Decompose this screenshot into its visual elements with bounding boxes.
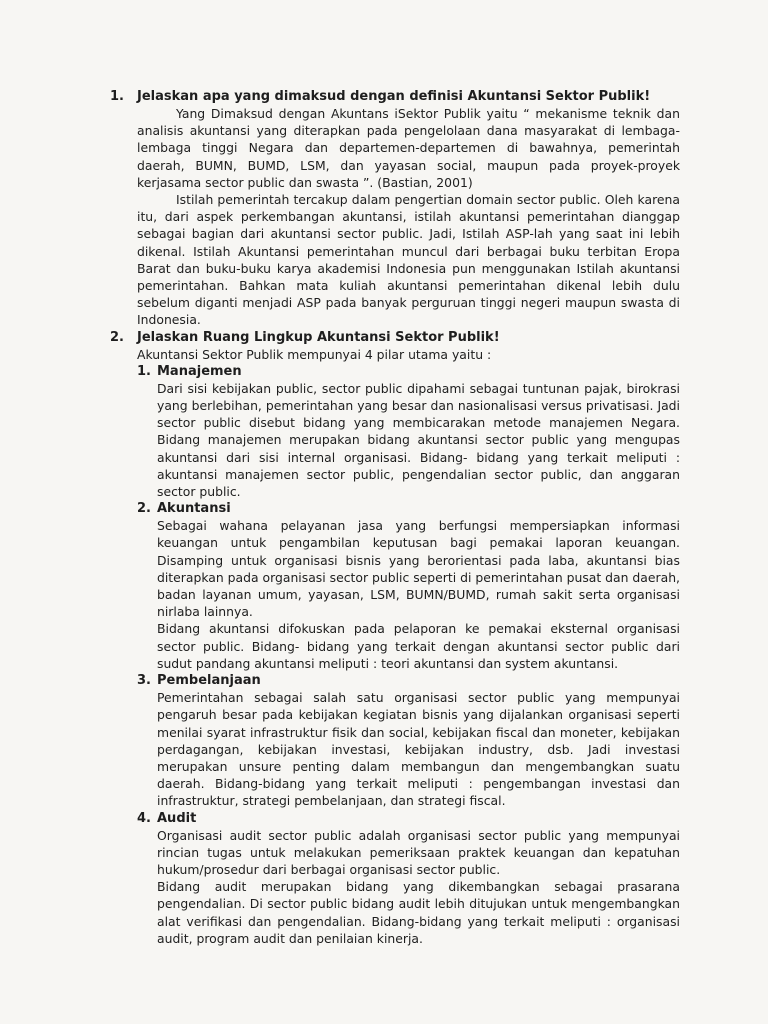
pillar-1-heading bbox=[137, 363, 680, 380]
pillar-2-number: 2. bbox=[137, 501, 151, 517]
question-2-title: Jelaskan Ruang Lingkup Akuntansi Sektor Publik! bbox=[137, 329, 500, 345]
pillar-1-title: Manajemen bbox=[157, 363, 242, 379]
pillar-1-paragraph-1: Dari sisi kebijakan public, sector public dipahami sebagai tuntunan pajak, birokrasi yang berlebihan, pemerintahan yang besar dan nasionalisasi versus privatisasi. Jadi sector public disebut bidang yang membicarakan metode manajemen Negara. Bidang manajemen merupakan bidang akuntansi sector public yang mengupas akuntansi dari sisi internal organisasi. Bidang- bidang yang terkait meliputi : akuntansi manajemen sector public, pengendalian sector public, dan anggaran sector public. bbox=[157, 380, 680, 500]
question-1-paragraph-2: Istilah pemerintah tercakup dalam pengertian domain sector public. Oleh karena itu, dari aspek perkembangan akuntansi, istilah akuntansi pemerintahan dianggap sebagai bagian dari akuntansi sector public. Jadi, Istilah ASP-lah yang saat ini lebih dikenal. Istilah Akuntansi pemerintahan muncul dari berbagai buku terbitan Eropa Barat dan buku-buku karya akademisi Indonesia pun menggunakan Istilah akuntansi pemerintahan. Bahkan mata kuliah akuntansi pemerintahan dikenal lebih dulu sebelum diganti menjadi ASP pada banyak perguruan tinggi negeri maupun swasta di Indonesia. bbox=[137, 192, 680, 328]
pillar-4-paragraph-1: Organisasi audit sector public adalah organisasi sector public yang mempunyai rincian tugas untuk melakukan pemeriksaan praktek keuangan dan kepatuhan hukum/prosedur dari berbagai organisasi sector public. bbox=[157, 827, 680, 877]
question-2-intro: Akuntansi Sektor Publik mempunyai 4 pilar utama yaitu : bbox=[137, 346, 492, 362]
question-2-number: 2. bbox=[110, 329, 124, 345]
question-1-title: Jelaskan apa yang dimaksud dengan definisi Akuntansi Sektor Publik! bbox=[137, 89, 651, 104]
question-1-number: 1. bbox=[110, 89, 124, 104]
question-1-heading bbox=[110, 88, 680, 105]
pillar-4-title: Audit bbox=[157, 810, 197, 826]
pillar-2-title: Akuntansi bbox=[157, 501, 231, 517]
pillar-4-heading bbox=[137, 810, 680, 827]
pillar-1-number: 1. bbox=[137, 363, 151, 379]
pillar-3-heading bbox=[137, 672, 680, 689]
question-1-paragraph-1: Yang Dimaksud dengan Akuntans iSektor Publik yaitu “ mekanisme teknik dan analisis akuntansi yang diterapkan pada pengelolaan dana masyarakat di lembaga-lembaga tinggi Negara dan departemen-departemen di bawahnya, pemerintah daerah, BUMN, BUMD, LSM, dan yayasan social, maupun pada proyek-proyek kerjasama sector public dan swasta ”. (Bastian, 2001) bbox=[137, 106, 680, 190]
pillar-2-heading bbox=[137, 500, 680, 517]
question-2-heading bbox=[110, 329, 680, 346]
pillar-3-title: Pembelanjaan bbox=[157, 673, 261, 689]
pillar-2-paragraph-2: Bidang akuntansi difokuskan pada pelaporan ke pemakai eksternal organisasi sector public. Bidang- bidang yang terkait dengan akuntansi sector public dari sudut pandang akuntansi meliputi : teori akuntansi dan system akuntansi. bbox=[157, 621, 680, 671]
pillar-3-number: 3. bbox=[137, 673, 151, 689]
pillar-3-paragraph-1: Pemerintahan sebagai salah satu organisasi sector public yang mempunyai pengaruh besar pada kebijakan kegiatan bisnis yang dijalankan organisasi seperti menilai syarat infrastruktur fisik dan social, kebijakan fiscal dan moneter, kebijakan perdagangan, kebijakan investasi, kebijakan industry, dsb. Jadi investasi merupakan unsure penting dalam membangun dan mengembangkan suatu daerah. Bidang-bidang yang terkait meliputi : pengembangan investasi dan infrastruktur, strategi pembelanjaan, dan strategi fiscal. bbox=[157, 690, 680, 809]
pillar-4-paragraph-2: Bidang audit merupakan bidang yang dikembangkan sebagai prasarana pengendalian. Di sector public bidang audit lebih ditujukan untuk mengembangkan alat verifikasi dan pengendalian. Bidang-bidang yang terkait meliputi : organisasi audit, program audit dan penilaian kinerja. bbox=[157, 879, 680, 946]
pillar-2-paragraph-1: Sebagai wahana pelayanan jasa yang berfungsi mempersiapkan informasi keuangan untuk pengambilan keputusan bagi pemakai laporan keuangan. Disamping untuk organisasi bisnis yang berorientasi pada laba, akuntansi bias diterapkan pada organisasi sector public seperti di pemerintahan pusat dan daerah, badan layanan umum, yayasan, LSM, BUMN/BUMD, rumah sakit serta organisasi nirlaba lainnya. bbox=[157, 518, 680, 620]
document-body bbox=[110, 88, 680, 947]
pillar-4-number: 4. bbox=[137, 810, 151, 826]
